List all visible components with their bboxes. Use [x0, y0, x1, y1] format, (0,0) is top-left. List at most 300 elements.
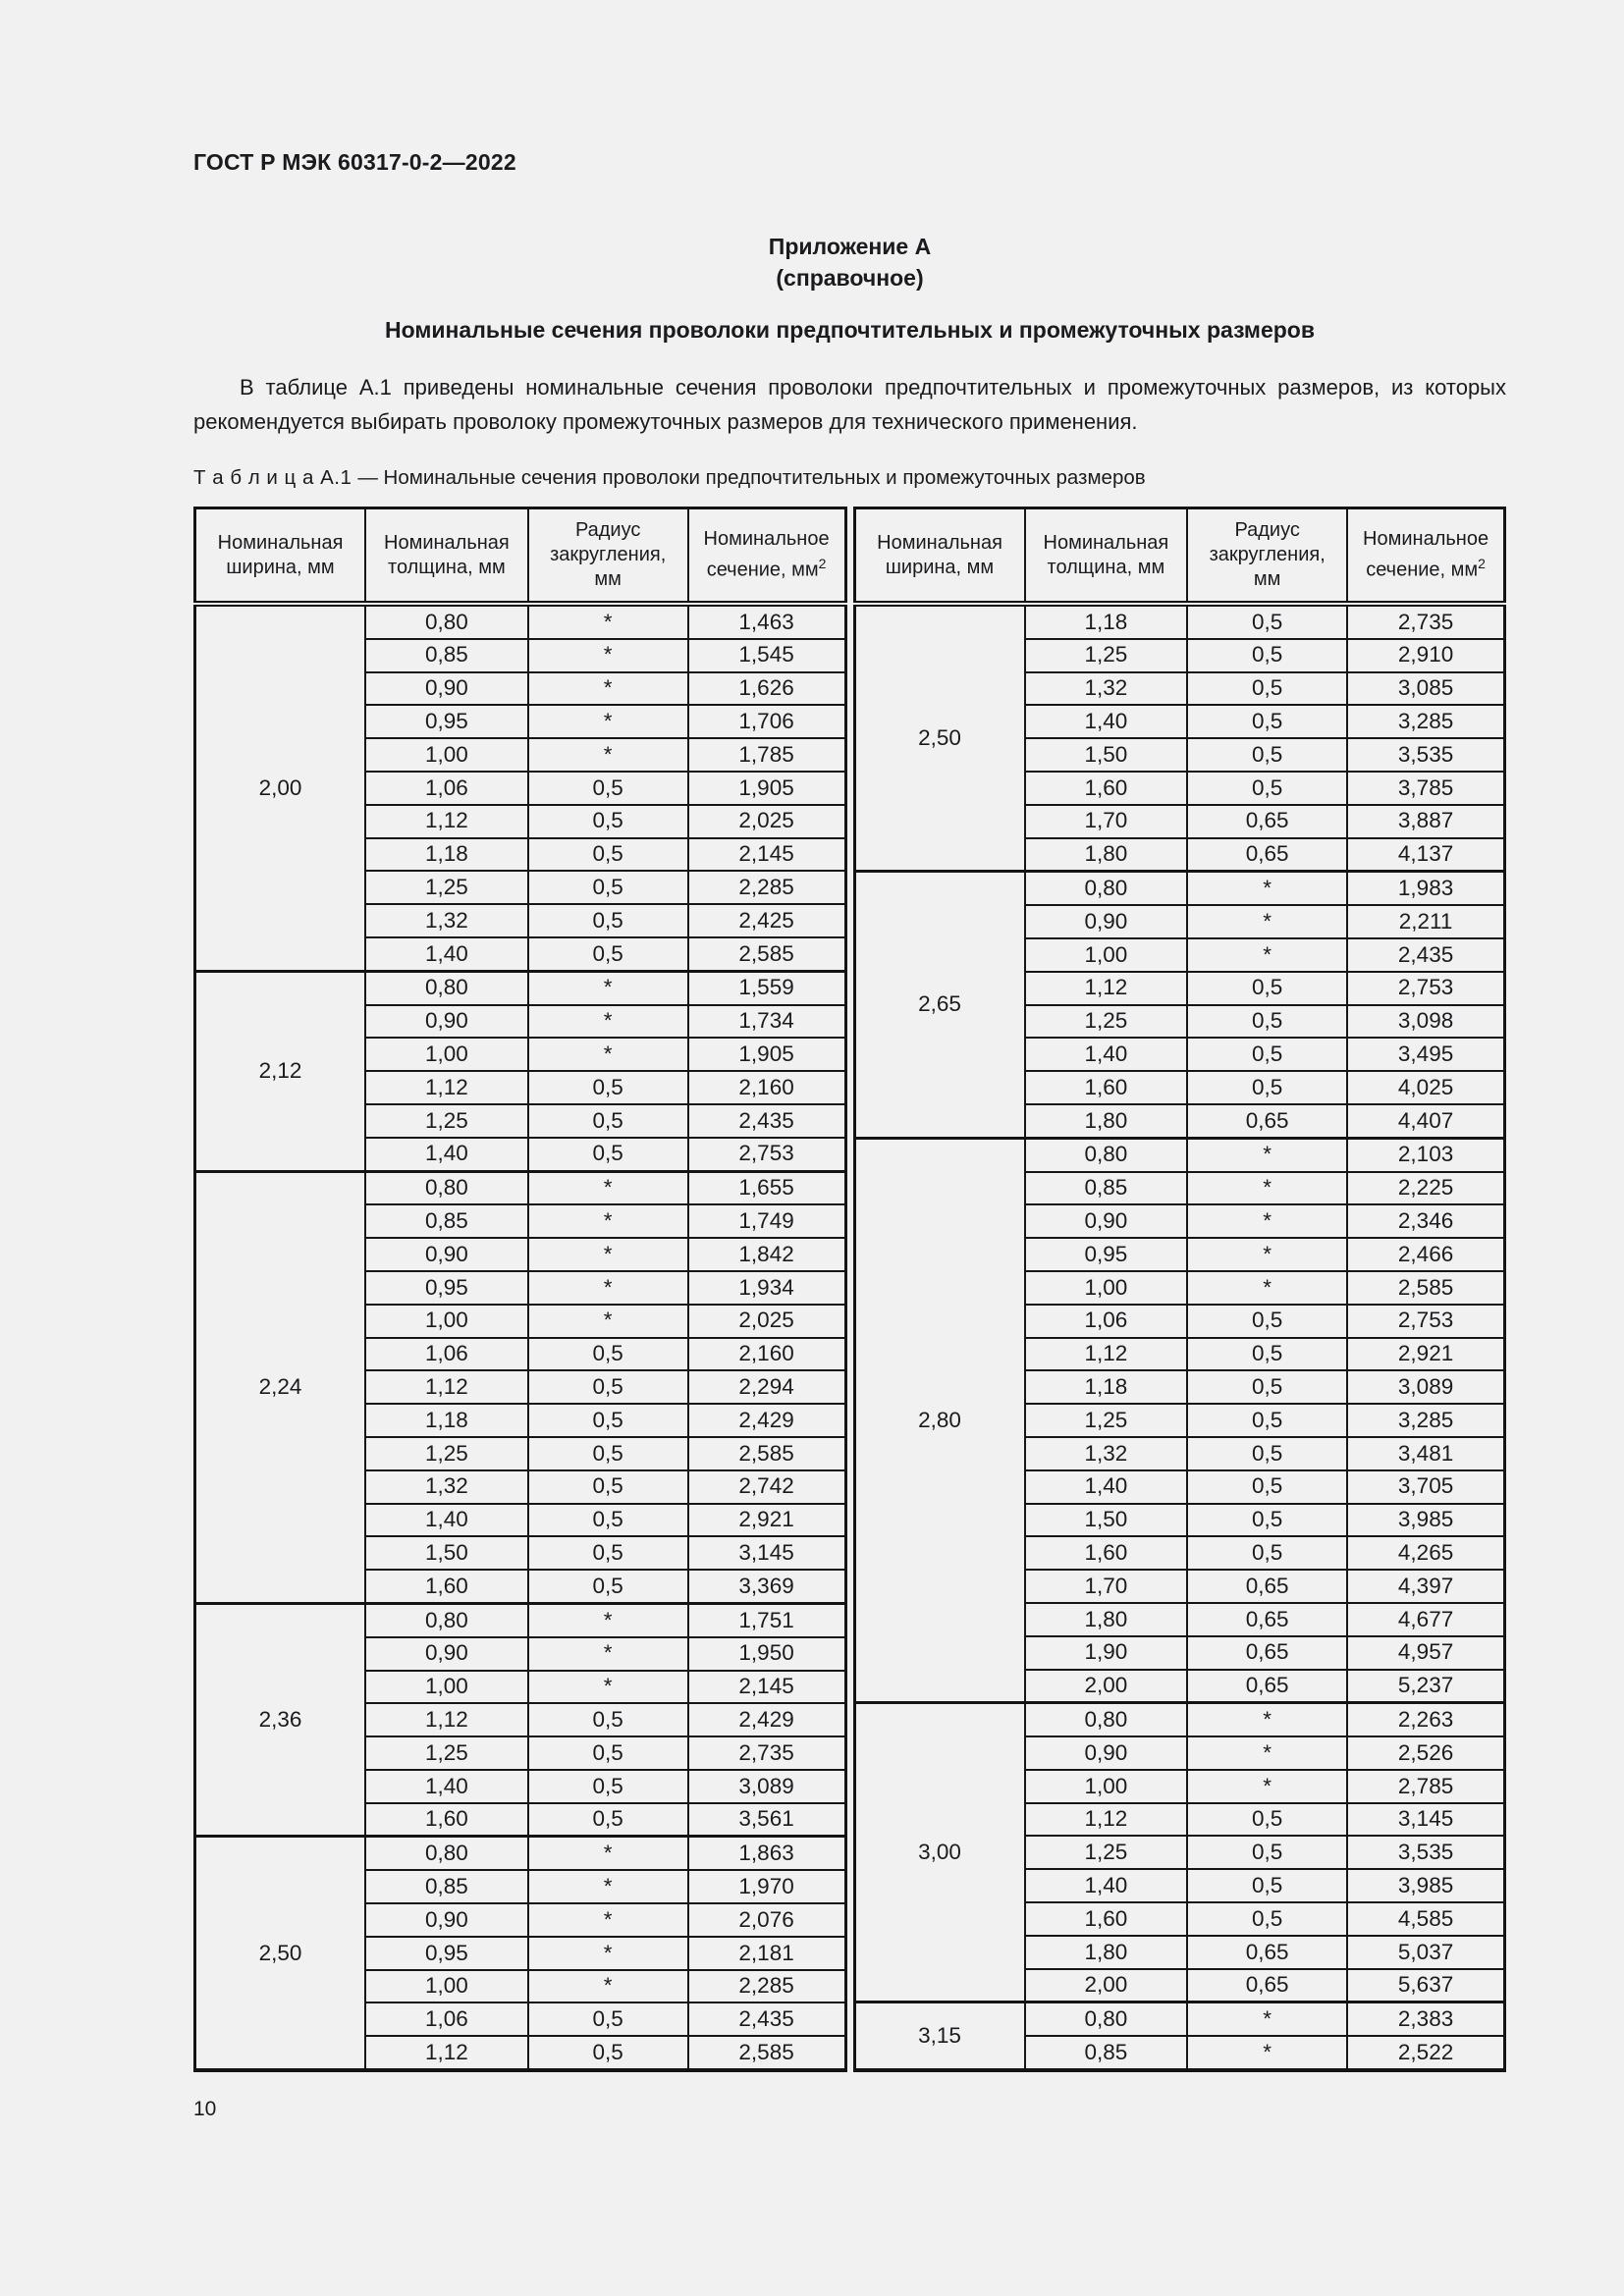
radius-cell: 0,5	[1187, 738, 1347, 772]
thickness-cell: 0,80	[365, 1603, 528, 1636]
radius-cell: 0,5	[1187, 672, 1347, 706]
thickness-cell: 1,06	[365, 1338, 528, 1371]
section-cell: 2,585	[688, 937, 845, 971]
thickness-cell: 1,00	[1025, 938, 1188, 972]
thickness-cell: 1,25	[1025, 639, 1188, 672]
thickness-cell: 0,80	[365, 1171, 528, 1204]
thickness-cell: 1,25	[365, 1437, 528, 1470]
thickness-cell: 1,18	[1025, 604, 1188, 639]
table-row	[195, 604, 846, 639]
thickness-cell: 0,95	[1025, 1238, 1188, 1271]
thickness-cell: 1,25	[365, 1736, 528, 1770]
section-cell: 5,237	[1347, 1670, 1504, 1703]
section-cell: 2,435	[688, 2002, 845, 2036]
section-cell: 2,160	[688, 1071, 845, 1104]
radius-cell: 0,5	[1187, 604, 1347, 639]
column-header: Номинальная ширина, мм	[195, 508, 366, 605]
thickness-cell: 0,80	[1025, 872, 1188, 905]
table-caption	[193, 465, 1506, 491]
radius-cell: 0,5	[1187, 1005, 1347, 1039]
thickness-cell: 0,85	[365, 1204, 528, 1238]
section-cell: 2,076	[688, 1903, 845, 1937]
section-cell: 4,397	[1347, 1570, 1504, 1603]
section-cell: 2,785	[1347, 1770, 1504, 1803]
radius-cell: 0,5	[1187, 1902, 1347, 1936]
thickness-cell: 1,12	[365, 805, 528, 838]
section-cell: 2,429	[688, 1404, 845, 1437]
radius-cell: 0,5	[1187, 1803, 1347, 1837]
radius-cell: *	[528, 1603, 688, 1636]
thickness-cell: 1,60	[1025, 1902, 1188, 1936]
section-cell: 2,211	[1347, 905, 1504, 938]
column-header: Номинальная ширина, мм	[854, 508, 1025, 605]
radius-cell: *	[528, 1837, 688, 1870]
radius-cell: 0,5	[528, 805, 688, 838]
thickness-cell: 1,60	[1025, 1071, 1188, 1104]
thickness-cell: 0,80	[365, 1837, 528, 1870]
section-cell: 2,285	[688, 871, 845, 904]
thickness-cell: 0,90	[1025, 1204, 1188, 1238]
radius-cell: *	[528, 1970, 688, 2003]
radius-cell: *	[528, 1937, 688, 1970]
radius-cell: 0,5	[528, 1470, 688, 1504]
nominal-width-cell: 2,36	[195, 1603, 366, 1837]
section-cell: 3,285	[1347, 705, 1504, 738]
thickness-cell: 0,85	[365, 1870, 528, 1903]
section-cell: 1,655	[688, 1171, 845, 1204]
thickness-cell: 1,06	[1025, 1305, 1188, 1338]
thickness-cell: 1,00	[365, 1305, 528, 1338]
section-cell: 4,585	[1347, 1902, 1504, 1936]
radius-cell: *	[528, 1238, 688, 1271]
section-cell: 2,025	[688, 1305, 845, 1338]
radius-cell: 0,5	[528, 871, 688, 904]
radius-cell: 0,5	[528, 1071, 688, 1104]
section-cell: 2,735	[1347, 604, 1504, 639]
radius-cell: 0,5	[1187, 705, 1347, 738]
section-cell: 1,863	[688, 1837, 845, 1870]
radius-cell: 0,5	[1187, 1038, 1347, 1071]
thickness-cell: 1,32	[1025, 1437, 1188, 1470]
thickness-cell: 1,25	[365, 1104, 528, 1138]
radius-cell: 0,65	[1187, 805, 1347, 838]
thickness-cell: 1,18	[365, 838, 528, 872]
radius-cell: *	[528, 705, 688, 738]
thickness-cell: 1,80	[1025, 1603, 1188, 1636]
column-header: Радиус закругления, мм	[1187, 508, 1347, 605]
radius-cell: *	[1187, 1138, 1347, 1171]
section-cell: 2,425	[688, 904, 845, 937]
thickness-cell: 1,32	[365, 1470, 528, 1504]
table-a1-left-half	[193, 507, 847, 2072]
radius-cell: *	[1187, 1271, 1347, 1305]
thickness-cell: 0,90	[1025, 1736, 1188, 1770]
radius-cell: *	[528, 1171, 688, 1204]
section-cell: 1,751	[688, 1603, 845, 1636]
thickness-cell: 0,85	[365, 639, 528, 672]
thickness-cell: 1,12	[1025, 972, 1188, 1005]
radius-cell: 0,5	[1187, 1470, 1347, 1504]
thickness-cell: 1,18	[1025, 1370, 1188, 1404]
radius-cell: *	[528, 604, 688, 639]
radius-cell: 0,5	[528, 1570, 688, 1603]
thickness-cell: 1,50	[365, 1536, 528, 1570]
radius-cell: *	[1187, 2036, 1347, 2070]
radius-cell: *	[528, 1637, 688, 1671]
thickness-cell: 1,25	[365, 871, 528, 904]
thickness-cell: 2,00	[1025, 1969, 1188, 2002]
section-cell: 3,887	[1347, 805, 1504, 838]
thickness-cell: 1,32	[365, 904, 528, 937]
thickness-cell: 1,70	[1025, 1570, 1188, 1603]
section-cell: 1,706	[688, 705, 845, 738]
radius-cell: *	[1187, 1736, 1347, 1770]
doc-code: ГОСТ Р МЭК 60317-0-2—2022	[193, 149, 516, 175]
radius-cell: *	[1187, 872, 1347, 905]
thickness-cell: 1,50	[1025, 738, 1188, 772]
section-cell: 3,098	[1347, 1005, 1504, 1039]
radius-cell: *	[528, 738, 688, 772]
radius-cell: 0,5	[1187, 1504, 1347, 1537]
thickness-cell: 1,00	[1025, 1271, 1188, 1305]
section-cell: 2,585	[1347, 1271, 1504, 1305]
section-cell: 2,735	[688, 1736, 845, 1770]
section-cell: 2,429	[688, 1703, 845, 1736]
radius-cell: 0,5	[1187, 1536, 1347, 1570]
section-cell: 2,435	[1347, 938, 1504, 972]
thickness-cell: 1,25	[1025, 1836, 1188, 1869]
column-header: Радиус закругления, мм	[528, 508, 688, 605]
column-header: Номинальное сечение, $мм^2$	[1347, 508, 1504, 605]
section-cell: 1,950	[688, 1637, 845, 1671]
thickness-cell: 1,40	[1025, 1038, 1188, 1071]
section-cell: 2,294	[688, 1370, 845, 1404]
radius-cell: 0,5	[1187, 1305, 1347, 1338]
thickness-cell: 1,25	[1025, 1404, 1188, 1437]
section-cell: 2,346	[1347, 1204, 1504, 1238]
section-cell: 2,025	[688, 805, 845, 838]
thickness-cell: 1,40	[365, 1138, 528, 1171]
radius-cell: 0,5	[1187, 1437, 1347, 1470]
radius-cell: 0,5	[1187, 1370, 1347, 1404]
table-row	[854, 872, 1505, 905]
radius-cell: *	[1187, 905, 1347, 938]
radius-cell: 0,5	[1187, 1338, 1347, 1371]
section-cell: 4,407	[1347, 1104, 1504, 1138]
section-cell: 1,734	[688, 1005, 845, 1039]
thickness-cell: 2,00	[1025, 1670, 1188, 1703]
section-cell: 1,463	[688, 604, 845, 639]
thickness-cell: 1,25	[1025, 1005, 1188, 1039]
section-cell: 3,145	[1347, 1803, 1504, 1837]
thickness-cell: 1,12	[365, 1370, 528, 1404]
table-a1-right-half	[853, 507, 1507, 2072]
appendix-subtitle: (справочное)	[776, 265, 924, 291]
section-cell: 5,037	[1347, 1936, 1504, 1969]
radius-cell: *	[528, 971, 688, 1004]
radius-cell: 0,5	[528, 1703, 688, 1736]
thickness-cell: 1,60	[365, 1803, 528, 1837]
thickness-cell: 0,90	[1025, 905, 1188, 938]
nominal-width-cell: 2,00	[195, 604, 366, 971]
radius-cell: *	[528, 1305, 688, 1338]
section-cell: 3,561	[688, 1803, 845, 1837]
section-cell: 2,910	[1347, 639, 1504, 672]
section-cell: 2,522	[1347, 2036, 1504, 2070]
radius-cell: *	[1187, 1770, 1347, 1803]
section-cell: 2,435	[688, 1104, 845, 1138]
section-title: Номинальные сечения проволоки предпочтительных и промежуточных размеров	[385, 317, 1315, 343]
table-row	[195, 971, 846, 1004]
section-cell: 1,983	[1347, 872, 1504, 905]
radius-cell: 0,65	[1187, 1603, 1347, 1636]
table-row	[195, 1837, 846, 1870]
radius-cell: *	[528, 639, 688, 672]
radius-cell: 0,5	[528, 2002, 688, 2036]
section-cell: 1,934	[688, 1271, 845, 1305]
section-cell: 1,785	[688, 738, 845, 772]
column-header: Номинальная толщина, мм	[365, 508, 528, 605]
radius-cell: 0,5	[528, 2036, 688, 2070]
radius-cell: *	[528, 1903, 688, 1937]
appendix-block	[193, 231, 1506, 294]
section-cell: 1,842	[688, 1238, 845, 1271]
radius-cell: 0,5	[528, 1770, 688, 1803]
thickness-cell: 0,95	[365, 1937, 528, 1970]
table-row	[854, 1138, 1505, 1171]
thickness-cell: 1,12	[365, 1071, 528, 1104]
page-number: 10	[193, 2098, 217, 2121]
table-caption-text: — Номинальные сечения проволоки предпочтительных и промежуточных размеров	[357, 466, 1146, 489]
radius-cell: *	[528, 672, 688, 706]
section-cell: 2,383	[1347, 2002, 1504, 2036]
column-header: Номинальное сечение, $мм^2$	[688, 508, 845, 605]
thickness-cell: 1,40	[365, 937, 528, 971]
nominal-width-cell: 3,00	[854, 1703, 1025, 2002]
thickness-cell: 1,40	[1025, 705, 1188, 738]
section-cell: 2,225	[1347, 1172, 1504, 1205]
radius-cell: 0,5	[1187, 1071, 1347, 1104]
thickness-cell: 1,00	[365, 738, 528, 772]
radius-cell: 0,5	[528, 1803, 688, 1837]
table-row	[195, 1171, 846, 1204]
thickness-cell: 0,85	[1025, 2036, 1188, 2070]
radius-cell: 0,5	[528, 904, 688, 937]
thickness-cell: 1,60	[1025, 1536, 1188, 1570]
radius-cell: 0,65	[1187, 1104, 1347, 1138]
radius-cell: *	[1187, 1703, 1347, 1736]
section-cell: 3,705	[1347, 1470, 1504, 1504]
section-cell: 2,585	[688, 1437, 845, 1470]
section-cell: 2,160	[688, 1338, 845, 1371]
thickness-cell: 0,90	[365, 672, 528, 706]
thickness-cell: 0,80	[1025, 2002, 1188, 2036]
section-cell: 2,921	[688, 1504, 845, 1537]
section-cell: 4,957	[1347, 1636, 1504, 1670]
radius-cell: 0,5	[528, 838, 688, 872]
section-cell: 3,495	[1347, 1038, 1504, 1071]
radius-cell: 0,5	[1187, 1404, 1347, 1437]
radius-cell: 0,65	[1187, 1936, 1347, 1969]
thickness-cell: 1,06	[365, 772, 528, 805]
table-a1	[193, 507, 1506, 2072]
nominal-width-cell: 3,15	[854, 2002, 1025, 2070]
section-cell: 3,089	[1347, 1370, 1504, 1404]
table-row	[854, 2002, 1505, 2036]
radius-cell: 0,5	[1187, 772, 1347, 805]
radius-cell: 0,5	[528, 1138, 688, 1171]
thickness-cell: 1,40	[365, 1770, 528, 1803]
nominal-width-cell: 2,65	[854, 872, 1025, 1138]
radius-cell: 0,5	[1187, 972, 1347, 1005]
column-header: Номинальная толщина, мм	[1025, 508, 1188, 605]
section-cell: 4,677	[1347, 1603, 1504, 1636]
radius-cell: 0,5	[528, 1104, 688, 1138]
thickness-cell: 1,40	[1025, 1869, 1188, 1902]
radius-cell: *	[528, 1671, 688, 1704]
nominal-width-cell: 2,24	[195, 1171, 366, 1603]
thickness-cell: 1,60	[365, 1570, 528, 1603]
intro-paragraph: В таблице А.1 приведены номинальные сечения проволоки предпочтительных и промежуточных размеров, из которых рекомендуется выбирать проволоку промежуточных размеров для технического применения.	[193, 375, 1506, 434]
section-cell: 2,263	[1347, 1703, 1504, 1736]
thickness-cell: 1,32	[1025, 672, 1188, 706]
thickness-cell: 1,40	[1025, 1470, 1188, 1504]
thickness-cell: 1,00	[1025, 1770, 1188, 1803]
thickness-cell: 1,18	[365, 1404, 528, 1437]
radius-cell: 0,65	[1187, 1969, 1347, 2002]
thickness-cell: 1,90	[1025, 1636, 1188, 1670]
section-cell: 2,753	[688, 1138, 845, 1171]
radius-cell: 0,65	[1187, 1636, 1347, 1670]
thickness-cell: 1,70	[1025, 805, 1188, 838]
section-cell: 2,103	[1347, 1138, 1504, 1171]
thickness-cell: 1,12	[1025, 1803, 1188, 1837]
radius-cell: 0,5	[528, 937, 688, 971]
thickness-cell: 0,90	[365, 1005, 528, 1039]
section-cell: 3,085	[1347, 672, 1504, 706]
radius-cell: *	[528, 1204, 688, 1238]
nominal-width-cell: 2,80	[854, 1138, 1025, 1703]
section-cell: 4,025	[1347, 1071, 1504, 1104]
thickness-cell: 1,00	[365, 1970, 528, 2003]
section-cell: 2,753	[1347, 972, 1504, 1005]
radius-cell: *	[528, 1005, 688, 1039]
radius-cell: 0,5	[528, 1338, 688, 1371]
radius-cell: *	[1187, 938, 1347, 972]
radius-cell: *	[1187, 2002, 1347, 2036]
thickness-cell: 0,90	[365, 1903, 528, 1937]
radius-cell: 0,65	[1187, 1670, 1347, 1703]
thickness-cell: 0,80	[365, 604, 528, 639]
section-cell: 3,369	[688, 1570, 845, 1603]
radius-cell: *	[528, 1870, 688, 1903]
radius-cell: 0,5	[1187, 639, 1347, 672]
thickness-cell: 0,80	[1025, 1138, 1188, 1171]
section-cell: 1,626	[688, 672, 845, 706]
section-cell: 3,985	[1347, 1504, 1504, 1537]
radius-cell: 0,65	[1187, 838, 1347, 872]
section-cell: 2,742	[688, 1470, 845, 1504]
thickness-cell: 1,00	[365, 1038, 528, 1071]
radius-cell: *	[1187, 1204, 1347, 1238]
thickness-cell: 0,80	[365, 971, 528, 1004]
section-cell: 1,905	[688, 772, 845, 805]
section-cell: 2,466	[1347, 1238, 1504, 1271]
section-cell: 1,970	[688, 1870, 845, 1903]
thickness-cell: 0,90	[365, 1238, 528, 1271]
radius-cell: *	[528, 1038, 688, 1071]
table-row	[195, 1603, 846, 1636]
section-cell: 3,285	[1347, 1404, 1504, 1437]
table-row	[854, 1703, 1505, 1736]
section-cell: 2,145	[688, 838, 845, 872]
radius-cell: 0,65	[1187, 1570, 1347, 1603]
radius-cell: 0,5	[528, 1536, 688, 1570]
thickness-cell: 1,12	[1025, 1338, 1188, 1371]
radius-cell: 0,5	[528, 1504, 688, 1537]
nominal-width-cell: 2,12	[195, 971, 366, 1171]
thickness-cell: 1,80	[1025, 1104, 1188, 1138]
section-cell: 1,559	[688, 971, 845, 1004]
section-cell: 3,481	[1347, 1437, 1504, 1470]
radius-cell: 0,5	[528, 1370, 688, 1404]
section-cell: 2,145	[688, 1671, 845, 1704]
section-cell: 3,535	[1347, 738, 1504, 772]
nominal-width-cell: 2,50	[195, 1837, 366, 2070]
section-cell: 2,181	[688, 1937, 845, 1970]
section-cell: 3,145	[688, 1536, 845, 1570]
thickness-cell: 1,00	[365, 1671, 528, 1704]
thickness-cell: 1,80	[1025, 838, 1188, 872]
section-cell: 2,921	[1347, 1338, 1504, 1371]
thickness-cell: 1,50	[1025, 1504, 1188, 1537]
table-caption-label: Т а б л и ц а А.1	[193, 466, 352, 489]
section-cell: 3,089	[688, 1770, 845, 1803]
section-cell: 2,753	[1347, 1305, 1504, 1338]
thickness-cell: 1,06	[365, 2002, 528, 2036]
radius-cell: *	[528, 1271, 688, 1305]
appendix-title: Приложение А	[768, 234, 932, 259]
radius-cell: 0,5	[528, 1404, 688, 1437]
thickness-cell: 0,95	[365, 705, 528, 738]
section-cell: 1,545	[688, 639, 845, 672]
radius-cell: 0,5	[1187, 1869, 1347, 1902]
thickness-cell: 1,60	[1025, 772, 1188, 805]
thickness-cell: 1,80	[1025, 1936, 1188, 1969]
thickness-cell: 1,12	[365, 2036, 528, 2070]
radius-cell: *	[1187, 1238, 1347, 1271]
section-cell: 3,535	[1347, 1836, 1504, 1869]
section-cell: 4,265	[1347, 1536, 1504, 1570]
radius-cell: 0,5	[528, 772, 688, 805]
section-cell: 1,749	[688, 1204, 845, 1238]
section-cell: 3,985	[1347, 1869, 1504, 1902]
section-cell: 4,137	[1347, 838, 1504, 872]
section-cell: 2,526	[1347, 1736, 1504, 1770]
section-cell: 5,637	[1347, 1969, 1504, 2002]
thickness-cell: 0,90	[365, 1637, 528, 1671]
table-row	[854, 604, 1505, 639]
nominal-width-cell: 2,50	[854, 604, 1025, 872]
radius-cell: *	[1187, 1172, 1347, 1205]
section-cell: 2,285	[688, 1970, 845, 2003]
thickness-cell: 1,12	[365, 1703, 528, 1736]
radius-cell: 0,5	[528, 1736, 688, 1770]
radius-cell: 0,5	[528, 1437, 688, 1470]
section-cell: 1,905	[688, 1038, 845, 1071]
thickness-cell: 0,95	[365, 1271, 528, 1305]
thickness-cell: 0,80	[1025, 1703, 1188, 1736]
